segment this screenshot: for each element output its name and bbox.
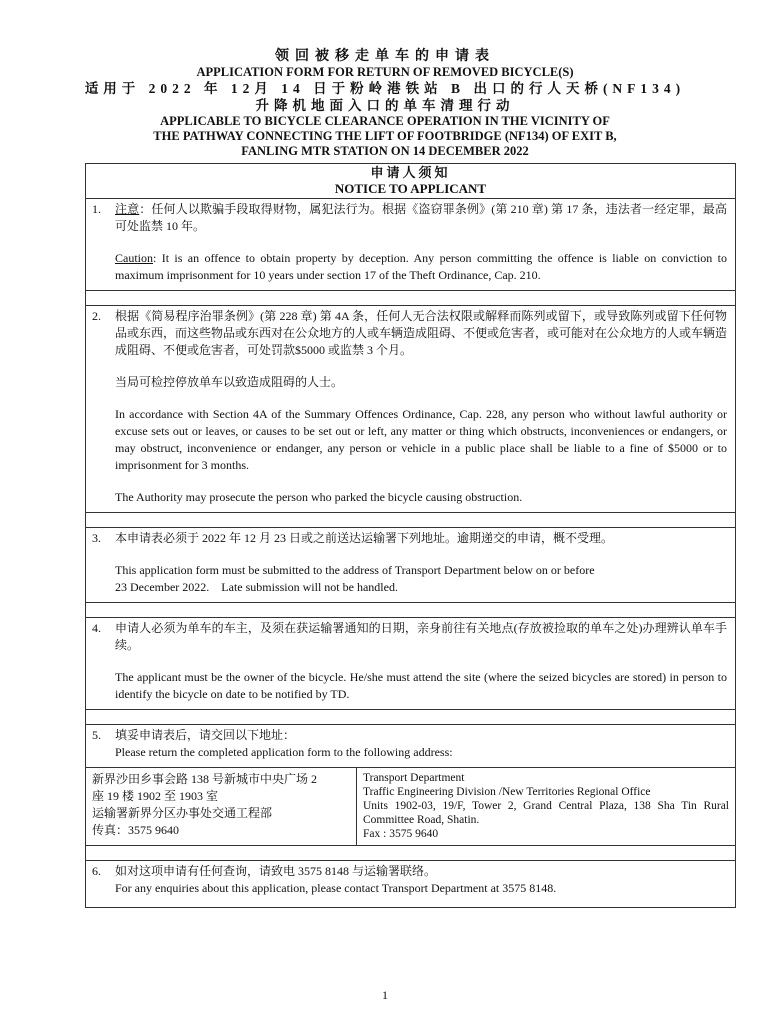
page-number: 1 xyxy=(382,988,388,1002)
section-divider xyxy=(86,513,735,528)
section-5-en: Please return the completed application form to the following address: xyxy=(115,745,453,759)
section-3-en: This application form must be submitted to the address of Transport Department below on or before 23 December 2022. Late submission will not be handled. xyxy=(115,563,595,594)
section-divider xyxy=(86,291,735,306)
section-number: 2. xyxy=(92,309,101,323)
section-number: 6. xyxy=(92,864,101,878)
notice-heading xyxy=(86,164,735,199)
scope-cn-line1: 适用于 2022 年 12月 14 日于粉岭港铁站 B 出口的行人天桥(NF134) xyxy=(84,81,686,96)
section-divider xyxy=(86,846,735,861)
section-6-cn: 如对这项申请有任何查询，请致电 3575 8148 与运输署联络。 xyxy=(115,864,437,878)
notice-title-en: NOTICE TO APPLICANT xyxy=(334,181,487,196)
notice-section-5 xyxy=(86,725,735,846)
section-6-en: For any enquiries about this application, please contact Transport Department at 3575 8148. xyxy=(115,881,557,895)
section-number: 3. xyxy=(92,531,101,545)
notice-section-2 xyxy=(86,306,735,513)
fax-en: Fax : 3575 9640 xyxy=(363,828,439,840)
form-title-en: APPLICATION FORM FOR RETURN OF REMOVED BICYCLE(S) xyxy=(196,65,574,79)
section-1-en: Caution: It is an offence to obtain property by deception. Any person committing the offence is liable on conviction to maximum imprisonment for 10 years under section 17 of the Theft Ordinance, Cap. 210. xyxy=(115,251,727,282)
section-1-cn: 注意：任何人以欺骗手段取得财物，属犯法行为。根据《盗窃罪条例》(第 210 章) 第 17 条，违法者一经定罪，最高可处监禁 10 年。 xyxy=(115,202,727,233)
notice-section-3 xyxy=(86,528,735,603)
notice-section-1 xyxy=(86,199,735,291)
notice-table xyxy=(85,163,736,908)
section-5-cn: 填妥申请表后，请交回以下地址： xyxy=(115,728,296,742)
section-number: 1. xyxy=(92,202,101,216)
address-cn: 新界沙田乡事会路 138 号新城市中央广场 2 座 19 楼 1902 至 1903 室 运输署新界分区办事处交通工程部 传真：3575 9640 xyxy=(86,768,357,845)
section-2-cn-para1: 根据《简易程序治罪条例》(第 228 章) 第 4A 条，任何人无合法权限或解释而陈列或留下，或导致陈列或留下任何物品或东西，而这些物品或东西对在公众地方的人或车辆造成阻碍、不便或危害者，或可能对在公众地方的人或车辆造成阻碍、不便或危害者，可处罚款$5000 或监禁 3 个月。 xyxy=(115,309,728,357)
section-number: 4. xyxy=(92,621,101,635)
form-header xyxy=(0,48,770,159)
section-number: 5. xyxy=(92,728,101,742)
section-2-cn-para2: 当局可检控停放单车以致造成阻碍的人士。 xyxy=(115,375,344,389)
notice-title-cn: 申请人须知 xyxy=(370,165,451,180)
scope-en-line2: THE PATHWAY CONNECTING THE LIFT OF FOOTBRIDGE (NF134) OF EXIT B, xyxy=(153,129,617,143)
scope-cn-line2: 升降机地面入口的单车清理行动 xyxy=(255,98,515,113)
fax-cn: 传真：3575 9640 xyxy=(92,823,180,837)
notice-section-6 xyxy=(86,861,735,908)
address-table xyxy=(86,767,735,845)
section-4-en: The applicant must be the owner of the bicycle. He/she must attend the site (where the seized bicycles are stored) in person to identify the bicycle on date to be notified by TD. xyxy=(115,670,727,701)
section-2-en-para1: In accordance with Section 4A of the Summary Offences Ordinance, Cap. 228, any person who without lawful authority or excuse sets out or leaves, or causes to be set out or left, any matter or thing which obstructs, inconveniences or endangers, or may obstruct, inconvenience or endanger, any person or vehicle in a public place shall be liable to a fine of $5000 or to imprisonment for 3 months. xyxy=(115,407,727,472)
section-divider xyxy=(86,710,735,725)
notice-section-4 xyxy=(86,618,735,710)
address-en: Transport Department Traffic Engineering Division /New Territories Regional Office Units 1902-03, 19/F, Tower 2, Grand Central Plaza, 138 Sha Tin Rural Committee Road, Shatin. Fax : 3575 9640 xyxy=(363,772,729,840)
section-3-cn: 本申请表必须于 2022 年 12 月 23 日或之前送达运输署下列地址。逾期递交的申请，概不受理。 xyxy=(115,531,614,545)
caution-label-en: Caution xyxy=(115,251,153,265)
form-title-cn: 领回被移走单车的申请表 xyxy=(275,49,495,64)
section-2-en-para2: The Authority may prosecute the person who parked the bicycle causing obstruction. xyxy=(115,490,523,504)
scope-en-line3: FANLING MTR STATION ON 14 DECEMBER 2022 xyxy=(241,144,529,158)
caution-label-cn: 注意 xyxy=(115,202,140,216)
scope-en-line1: APPLICABLE TO BICYCLE CLEARANCE OPERATION IN THE VICINITY OF xyxy=(160,114,610,128)
section-4-cn: 申请人必须为单车的车主，及须在获运输署通知的日期，亲身前往有关地点(存放被捡取的单车之处)办理辨认单车手续。 xyxy=(115,621,727,652)
section-divider xyxy=(86,603,735,618)
